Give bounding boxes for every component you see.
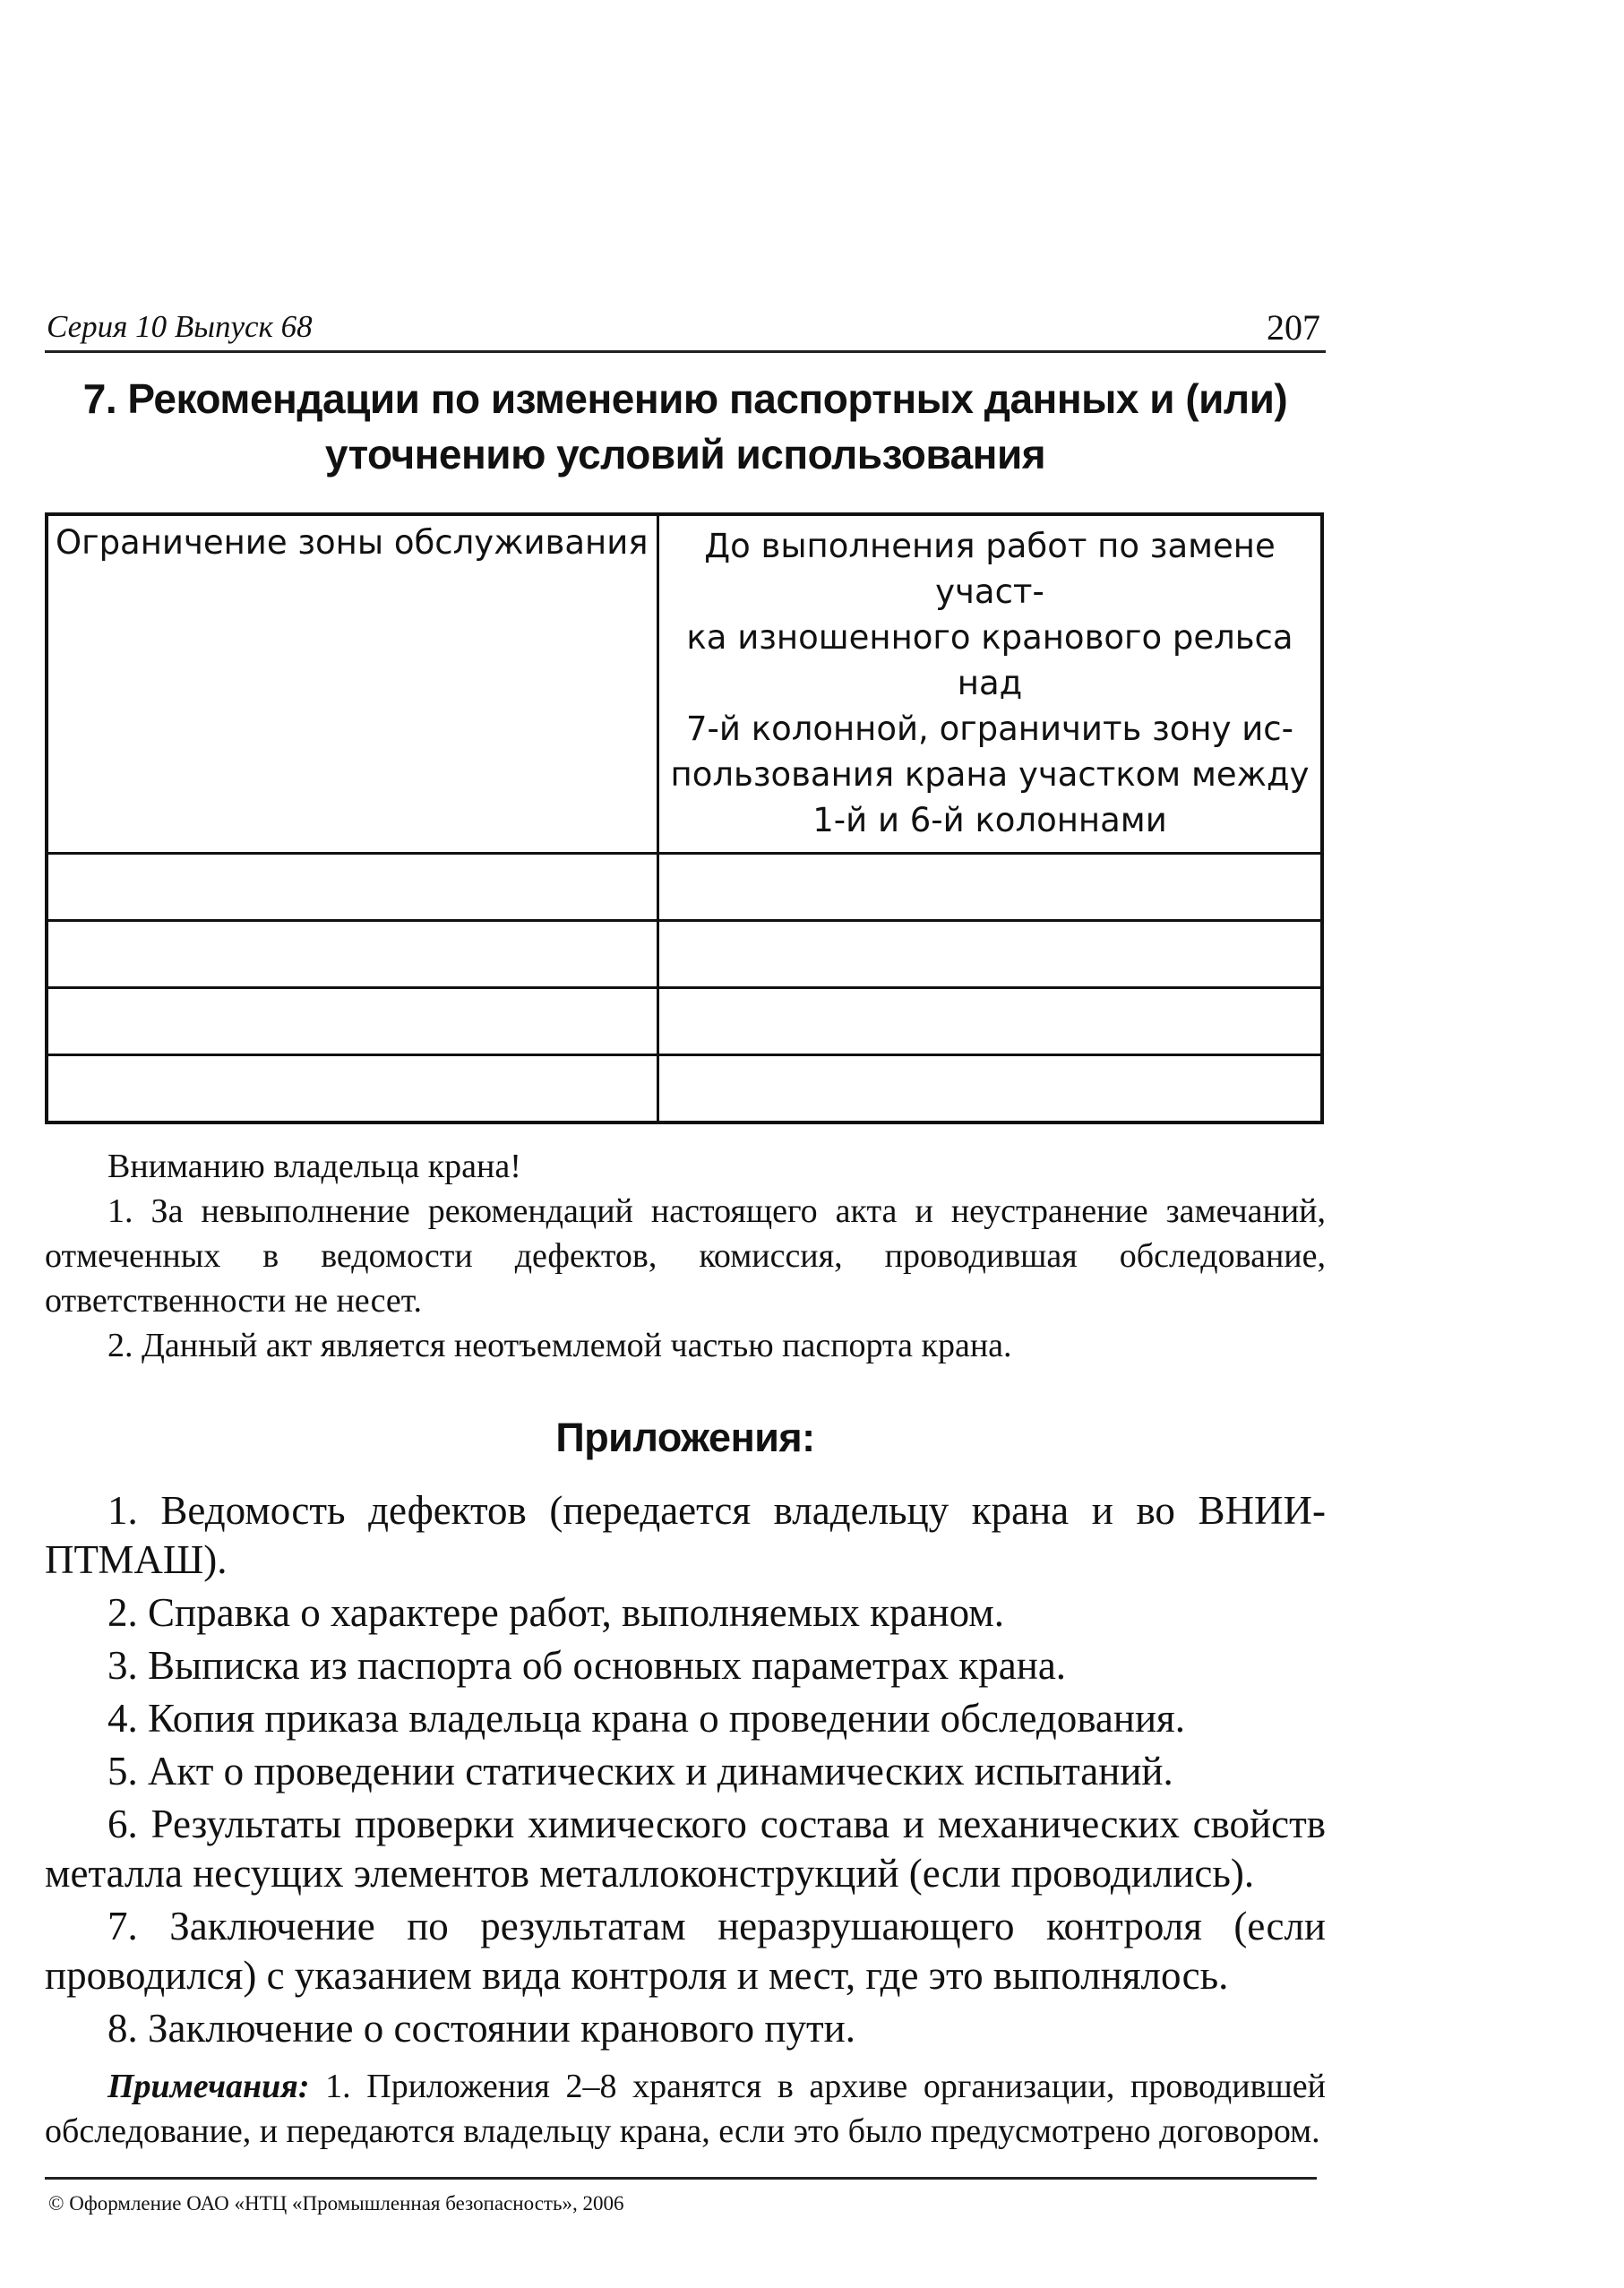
table-cell <box>47 854 658 921</box>
running-head <box>45 291 1326 353</box>
footer-divider <box>45 2177 1317 2180</box>
table-cell <box>658 1055 1323 1123</box>
series-label: Серия 10 Выпуск 68 <box>47 309 313 344</box>
table-cell <box>658 921 1323 988</box>
table-cell <box>658 988 1323 1055</box>
document-page <box>45 291 1326 2215</box>
table-row-empty <box>47 854 1322 921</box>
section-title <box>81 371 1290 482</box>
description-line: пользования крана участком между <box>670 755 1310 794</box>
table-row-empty <box>47 1055 1322 1123</box>
notes-paragraph <box>45 2064 1326 2154</box>
table-row <box>47 514 1322 854</box>
attention-item-2: 2. Данный акт является неотъемлемой частью паспорта крана. <box>107 1327 1012 1364</box>
description-line: До выполнения работ по замене участ- <box>704 527 1276 611</box>
notes-text: 1. Приложения 2–8 хранятся в архиве организации, проводившей обследование, и передаются владельцу крана, если это было предусмотрено договором. <box>45 2068 1326 2150</box>
attention-block <box>45 1144 1326 1368</box>
description-line: 1-й и 6-й колоннами <box>812 801 1167 839</box>
notes-block <box>45 2064 1326 2154</box>
description-line: 7-й колонной, ограничить зону ис- <box>686 710 1293 748</box>
attention-heading: Вниманию владельца крана! <box>107 1148 521 1185</box>
appendix-item: 5. Акт о проведении статических и динамических испытаний. <box>107 1749 1173 1793</box>
table-cell <box>47 1055 658 1123</box>
appendix-item: 3. Выписка из паспорта об основных параметрах крана. <box>107 1643 1067 1688</box>
page-number: 207 <box>1267 307 1320 348</box>
attention-item-1: 1. За невыполнение рекомендаций настоящего акта и неустранение замечаний, отмеченных в ведомости дефектов, комиссия, проводившая обследование, ответственности не несет. <box>45 1192 1326 1320</box>
table-cell <box>47 921 658 988</box>
appendix-item: 8. Заключение о состоянии кранового пути. <box>107 2006 855 2051</box>
appendix-item: 4. Копия приказа владельца крана о проведении обследования. <box>107 1696 1185 1741</box>
copyright-footer: © Оформление ОАО «НТЦ «Промышленная безопасность», 2006 <box>48 2192 624 2215</box>
appendices-title: Приложения: <box>555 1415 815 1460</box>
table-cell <box>47 988 658 1055</box>
recommendations-table <box>45 512 1324 1124</box>
table-cell <box>658 854 1323 921</box>
section-title-line-2: уточнению условий использования <box>324 431 1046 477</box>
table-cell-restriction: Ограничение зоны обслуживания <box>47 514 658 854</box>
notes-label: Примечания: <box>107 2068 310 2105</box>
description-line: ка изношенного кранового рельса над <box>686 618 1293 702</box>
table-cell-description <box>658 514 1323 854</box>
section-title-line-1: 7. Рекомендации по изменению паспортных данных и (или) <box>82 375 1288 422</box>
appendices-list <box>45 1486 1326 2053</box>
appendix-item: 1. Ведомость дефектов (передается владельцу крана и во ВНИИ-ПТМАШ). <box>45 1488 1326 1582</box>
table-row-empty <box>47 988 1322 1055</box>
appendix-item: 2. Справка о характере работ, выполняемых краном. <box>107 1590 1004 1635</box>
appendix-item: 6. Результаты проверки химического состава и механических свойств металла несущих элементов металлоконструкций (если проводились). <box>45 1802 1326 1896</box>
table-row-empty <box>47 921 1322 988</box>
appendix-item: 7. Заключение по результатам неразрушающего контроля (если проводился) с указанием вида контроля и мест, где это выполнялось. <box>45 1904 1326 1998</box>
